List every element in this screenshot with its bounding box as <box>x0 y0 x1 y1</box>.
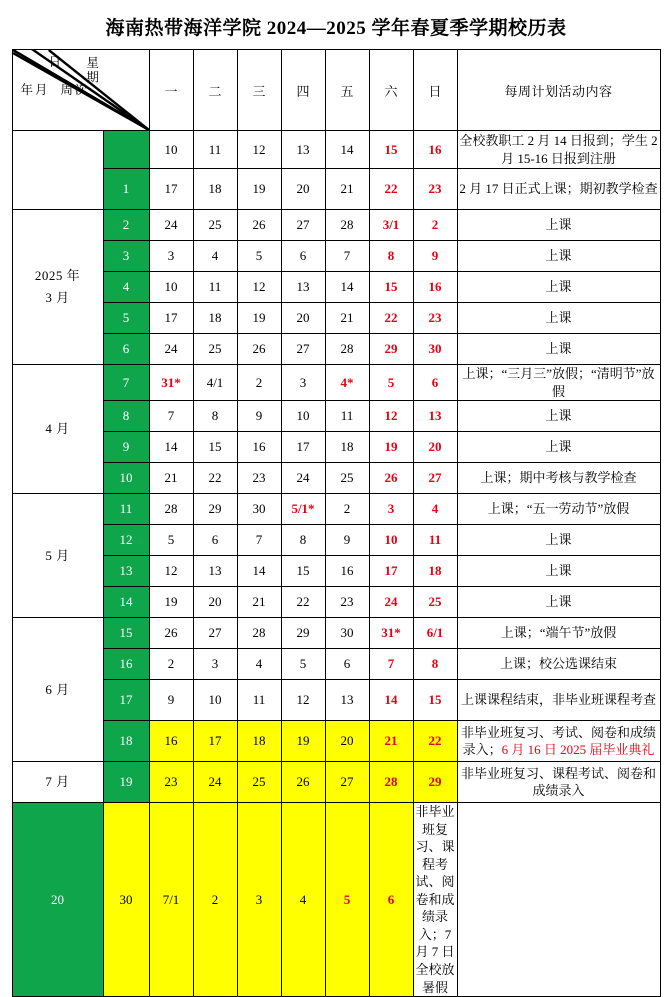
date-cell: 7 <box>325 241 369 272</box>
week-number-cell: 9 <box>103 432 149 463</box>
activity-note-cell: 上课 <box>457 303 660 334</box>
date-cell: 14 <box>325 131 369 169</box>
date-cell: 21 <box>369 721 413 762</box>
date-cell: 15 <box>413 680 457 721</box>
week-number-cell: 13 <box>103 556 149 587</box>
week-number-cell: 5 <box>103 303 149 334</box>
date-cell: 20 <box>413 432 457 463</box>
date-cell: 4 <box>193 241 237 272</box>
date-cell: 12 <box>281 680 325 721</box>
date-cell: 23 <box>413 169 457 210</box>
date-cell: 21 <box>325 303 369 334</box>
date-cell: 3 <box>281 365 325 401</box>
date-cell: 23 <box>413 303 457 334</box>
calendar-week-row <box>12 334 660 365</box>
date-cell: 9 <box>149 680 193 721</box>
calendar-week-row <box>12 432 660 463</box>
week-number-cell: 17 <box>103 680 149 721</box>
date-cell: 14 <box>369 680 413 721</box>
date-cell: 3/1 <box>369 210 413 241</box>
date-cell: 17 <box>369 556 413 587</box>
date-cell: 13 <box>281 131 325 169</box>
date-cell: 25 <box>325 463 369 494</box>
date-cell: 8 <box>281 525 325 556</box>
academic-calendar-table <box>12 49 661 997</box>
date-cell: 23 <box>149 762 193 803</box>
date-cell: 18 <box>325 432 369 463</box>
week-number-cell: 19 <box>103 762 149 803</box>
date-cell: 19 <box>237 169 281 210</box>
date-cell: 11 <box>237 680 281 721</box>
activity-note-cell: 上课；“端午节”放假 <box>457 618 660 649</box>
calendar-week-row <box>12 680 660 721</box>
date-cell: 7 <box>237 525 281 556</box>
weekday-header-mon: 一 <box>149 50 193 131</box>
date-cell: 26 <box>237 210 281 241</box>
date-cell: 12 <box>369 401 413 432</box>
corner-label-weekday: 星期 <box>84 56 99 85</box>
date-cell: 9 <box>237 401 281 432</box>
date-cell: 17 <box>149 303 193 334</box>
activity-note-cell: 上课；期中考核与教学检查 <box>457 463 660 494</box>
week-number-cell: 3 <box>103 241 149 272</box>
calendar-week-row <box>12 241 660 272</box>
activity-column-header: 每周计划活动内容 <box>457 50 660 131</box>
date-cell: 28 <box>149 494 193 525</box>
activity-note-cell: 上课 <box>457 272 660 303</box>
week-number-cell: 16 <box>103 649 149 680</box>
date-cell: 4 <box>281 803 325 997</box>
date-cell: 5/1* <box>281 494 325 525</box>
date-cell: 2 <box>193 803 237 997</box>
date-cell: 18 <box>413 556 457 587</box>
weekday-header-wed: 三 <box>237 50 281 131</box>
date-cell: 16 <box>413 131 457 169</box>
date-cell: 24 <box>281 463 325 494</box>
date-cell: 20 <box>281 169 325 210</box>
date-cell: 29 <box>369 334 413 365</box>
date-cell: 3 <box>149 241 193 272</box>
date-cell: 17 <box>149 169 193 210</box>
calendar-week-row <box>12 556 660 587</box>
date-cell: 10 <box>193 680 237 721</box>
date-cell: 8 <box>369 241 413 272</box>
date-cell: 15 <box>369 131 413 169</box>
month-label-cell: 5 月 <box>12 494 103 618</box>
date-cell: 13 <box>413 401 457 432</box>
activity-note-cell <box>457 721 660 762</box>
date-cell: 19 <box>281 721 325 762</box>
date-cell: 13 <box>193 556 237 587</box>
date-cell: 26 <box>281 762 325 803</box>
date-cell: 19 <box>149 587 193 618</box>
activity-note-cell: 上课 <box>457 334 660 365</box>
date-cell: 2 <box>149 649 193 680</box>
date-cell: 12 <box>237 272 281 303</box>
month-label-line: 2025 年 <box>34 267 81 283</box>
month-label-cell <box>12 210 103 365</box>
weekday-header-tue: 二 <box>193 50 237 131</box>
date-cell: 7/1 <box>149 803 193 997</box>
date-cell: 2 <box>237 365 281 401</box>
date-cell: 7 <box>149 401 193 432</box>
calendar-week-row <box>12 494 660 525</box>
calendar-week-row <box>12 169 660 210</box>
activity-note-cell: 上课；“三月三”放假；“清明节”放假 <box>457 365 660 401</box>
date-cell: 22 <box>413 721 457 762</box>
date-cell: 7 <box>369 649 413 680</box>
calendar-week-row <box>12 721 660 762</box>
date-cell: 3 <box>193 649 237 680</box>
activity-note-cell: 上课 <box>457 587 660 618</box>
date-cell: 21 <box>325 169 369 210</box>
date-cell: 3 <box>369 494 413 525</box>
month-label-cell <box>12 131 103 210</box>
date-cell: 5 <box>237 241 281 272</box>
activity-note-cell: 上课；“五一劳动节”放假 <box>457 494 660 525</box>
activity-note-cell: 上课 <box>457 210 660 241</box>
date-cell: 2 <box>325 494 369 525</box>
week-number-cell: 2 <box>103 210 149 241</box>
date-cell: 18 <box>193 303 237 334</box>
date-cell: 25 <box>193 210 237 241</box>
date-cell: 3 <box>237 803 281 997</box>
activity-note-cell: 2 月 17 日正式上课；期初教学检查 <box>457 169 660 210</box>
week-number-cell: 11 <box>103 494 149 525</box>
date-cell: 23 <box>325 587 369 618</box>
date-cell: 10 <box>149 131 193 169</box>
activity-note-cell: 上课；校公选课结束 <box>457 649 660 680</box>
date-cell: 14 <box>149 432 193 463</box>
date-cell: 6 <box>413 365 457 401</box>
date-cell: 10 <box>281 401 325 432</box>
date-cell: 20 <box>193 587 237 618</box>
date-cell: 6 <box>281 241 325 272</box>
date-cell: 13 <box>325 680 369 721</box>
date-cell: 15 <box>281 556 325 587</box>
date-cell: 21 <box>237 587 281 618</box>
weekday-header-sat: 六 <box>369 50 413 131</box>
date-cell: 15 <box>369 272 413 303</box>
date-cell: 26 <box>369 463 413 494</box>
date-cell: 23 <box>237 463 281 494</box>
activity-note-highlight-text: 6 月 16 日 2025 届毕业典礼 <box>501 742 655 758</box>
week-number-cell: 12 <box>103 525 149 556</box>
date-cell: 15 <box>193 432 237 463</box>
date-cell: 10 <box>149 272 193 303</box>
calendar-week-row <box>12 803 660 997</box>
calendar-week-row <box>12 649 660 680</box>
date-cell: 31* <box>149 365 193 401</box>
date-cell: 6 <box>193 525 237 556</box>
week-number-cell: 15 <box>103 618 149 649</box>
date-cell: 2 <box>413 210 457 241</box>
corner-label-year-month: 年月 <box>20 83 50 97</box>
calendar-week-row <box>12 618 660 649</box>
date-cell: 16 <box>413 272 457 303</box>
week-number-cell: 14 <box>103 587 149 618</box>
date-cell: 18 <box>237 721 281 762</box>
date-cell: 22 <box>281 587 325 618</box>
activity-note-cell: 上课 <box>457 401 660 432</box>
date-cell: 24 <box>149 334 193 365</box>
date-cell: 6 <box>369 803 413 997</box>
date-cell: 24 <box>193 762 237 803</box>
activity-note-cell: 非毕业班复习、课程考试、阅卷和成绩录入 <box>457 762 660 803</box>
date-cell: 4 <box>237 649 281 680</box>
activity-note-cell: 上课 <box>457 432 660 463</box>
date-cell: 11 <box>413 525 457 556</box>
date-cell: 26 <box>237 334 281 365</box>
date-cell: 27 <box>413 463 457 494</box>
date-cell: 8 <box>193 401 237 432</box>
date-cell: 28 <box>369 762 413 803</box>
date-cell: 19 <box>369 432 413 463</box>
calendar-week-row <box>12 272 660 303</box>
date-cell: 27 <box>281 210 325 241</box>
date-cell: 19 <box>237 303 281 334</box>
weekday-header-fri: 五 <box>325 50 369 131</box>
calendar-body <box>12 131 660 997</box>
calendar-week-row <box>12 525 660 556</box>
date-cell: 5 <box>149 525 193 556</box>
date-cell: 20 <box>281 303 325 334</box>
page-title: 海南热带海洋学院 2024—2025 学年春夏季学期校历表 <box>105 18 567 39</box>
date-cell: 13 <box>281 272 325 303</box>
date-cell: 12 <box>149 556 193 587</box>
month-label-line: 3 月 <box>45 290 70 305</box>
week-number-cell: 18 <box>103 721 149 762</box>
date-cell: 18 <box>193 169 237 210</box>
date-cell: 4/1 <box>193 365 237 401</box>
date-cell: 16 <box>149 721 193 762</box>
week-number-cell: 10 <box>103 463 149 494</box>
date-cell: 10 <box>369 525 413 556</box>
date-cell: 5 <box>369 365 413 401</box>
date-cell: 16 <box>325 556 369 587</box>
date-cell: 9 <box>413 241 457 272</box>
date-cell: 28 <box>325 210 369 241</box>
date-cell: 14 <box>325 272 369 303</box>
date-cell: 11 <box>325 401 369 432</box>
corner-header-cell <box>12 50 149 131</box>
date-cell: 22 <box>369 169 413 210</box>
date-cell: 22 <box>193 463 237 494</box>
activity-note-text: 非毕业班复习、考试、阅卷和成绩录入； <box>460 724 656 758</box>
date-cell: 25 <box>237 762 281 803</box>
activity-note-cell: 非毕业班复习、课程考试、阅卷和成绩录入；7 月 7 日全校放暑假 <box>413 803 457 997</box>
date-cell: 11 <box>193 131 237 169</box>
date-cell: 31* <box>369 618 413 649</box>
date-cell: 22 <box>369 303 413 334</box>
date-cell: 25 <box>193 334 237 365</box>
calendar-week-row <box>12 131 660 169</box>
calendar-week-row <box>12 463 660 494</box>
activity-note-cell: 上课 <box>457 556 660 587</box>
calendar-week-row <box>12 303 660 334</box>
week-number-cell <box>103 131 149 169</box>
date-cell: 4* <box>325 365 369 401</box>
date-cell: 6/1 <box>413 618 457 649</box>
week-number-cell: 8 <box>103 401 149 432</box>
date-cell: 27 <box>325 762 369 803</box>
date-cell: 24 <box>369 587 413 618</box>
calendar-week-row <box>12 401 660 432</box>
calendar-week-row <box>12 762 660 803</box>
calendar-week-row <box>12 365 660 401</box>
corner-label-day: 日 <box>48 55 64 69</box>
weekday-header-sun: 日 <box>413 50 457 131</box>
week-number-cell: 20 <box>12 803 103 997</box>
month-label-cell: 4 月 <box>12 365 103 494</box>
date-cell: 11 <box>193 272 237 303</box>
month-label-cell: 6 月 <box>12 618 103 762</box>
date-cell: 20 <box>325 721 369 762</box>
date-cell: 30 <box>325 618 369 649</box>
date-cell: 24 <box>149 210 193 241</box>
date-cell: 16 <box>237 432 281 463</box>
date-cell: 25 <box>413 587 457 618</box>
date-cell: 12 <box>237 131 281 169</box>
date-cell: 27 <box>281 334 325 365</box>
date-cell: 30 <box>103 803 149 997</box>
date-cell: 17 <box>193 721 237 762</box>
date-cell: 17 <box>281 432 325 463</box>
date-cell: 14 <box>237 556 281 587</box>
week-number-cell: 4 <box>103 272 149 303</box>
week-number-cell: 7 <box>103 365 149 401</box>
month-label-cell: 7 月 <box>12 762 103 803</box>
activity-note-cell: 上课课程结束，非毕业班课程考查 <box>457 680 660 721</box>
date-cell: 8 <box>413 649 457 680</box>
date-cell: 5 <box>325 803 369 997</box>
activity-note-cell: 上课 <box>457 241 660 272</box>
corner-label-week-no: 周次 <box>60 83 90 97</box>
date-cell: 28 <box>237 618 281 649</box>
date-cell: 9 <box>325 525 369 556</box>
activity-note-cell: 上课 <box>457 525 660 556</box>
date-cell: 30 <box>237 494 281 525</box>
date-cell: 21 <box>149 463 193 494</box>
week-number-cell: 1 <box>103 169 149 210</box>
date-cell: 26 <box>149 618 193 649</box>
date-cell: 29 <box>281 618 325 649</box>
date-cell: 28 <box>325 334 369 365</box>
date-cell: 29 <box>193 494 237 525</box>
week-number-cell: 6 <box>103 334 149 365</box>
date-cell: 30 <box>413 334 457 365</box>
weekday-header-thu: 四 <box>281 50 325 131</box>
date-cell: 29 <box>413 762 457 803</box>
activity-note-cell: 全校教职工 2 月 14 日报到；学生 2 月 15-16 日报到注册 <box>457 131 660 169</box>
calendar-week-row <box>12 210 660 241</box>
table-header-row <box>12 50 660 131</box>
date-cell: 4 <box>413 494 457 525</box>
calendar-week-row <box>12 587 660 618</box>
date-cell: 27 <box>193 618 237 649</box>
date-cell: 5 <box>281 649 325 680</box>
date-cell: 6 <box>325 649 369 680</box>
